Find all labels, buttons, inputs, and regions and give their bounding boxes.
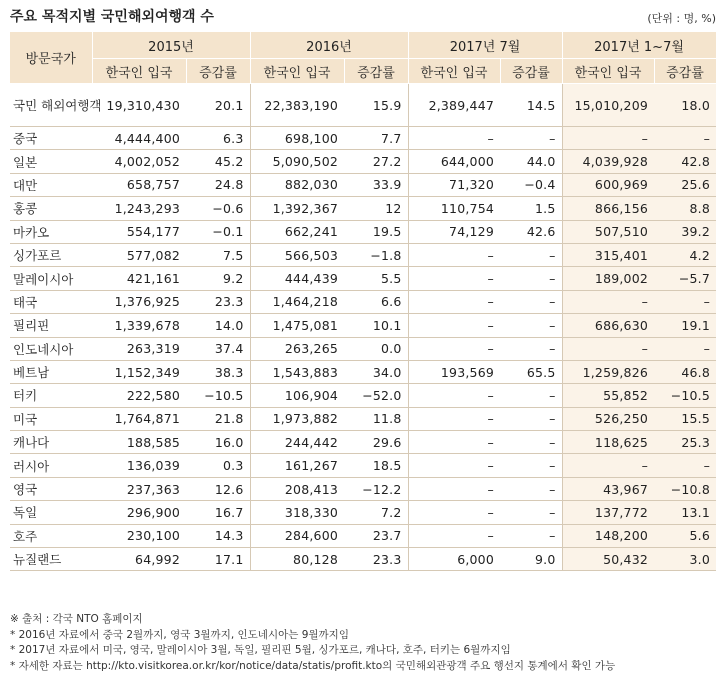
- arrivals-cell: 600,969: [562, 173, 654, 196]
- footnote: * 자세한 자료는 http://kto.visitkorea.or.kr/kor/notice/data/statis/profit.kto의 국민해외관광객 주요 행선지 통계에서 확인 가능: [10, 659, 616, 672]
- table-row: [10, 127, 716, 150]
- footnote: * 2016년 자료에서 중국 2월까지, 영국 3월까지, 인도네시아는 9월까지임: [10, 628, 349, 641]
- arrivals-cell: 71,320: [408, 173, 500, 196]
- arrivals-cell: –: [408, 454, 500, 477]
- growth-rate-cell: 8.8: [654, 197, 716, 220]
- table-row: [10, 197, 716, 220]
- arrivals-cell: 118,625: [562, 431, 654, 454]
- growth-rate-cell: −0.4: [500, 173, 562, 196]
- table-row: [10, 220, 716, 243]
- growth-rate-cell: −10.8: [654, 477, 716, 500]
- growth-rate-cell: –: [500, 477, 562, 500]
- arrivals-cell: 161,267: [250, 454, 344, 477]
- arrivals-cell: 315,401: [562, 243, 654, 266]
- growth-rate-cell: 5.6: [654, 524, 716, 547]
- arrivals-cell: 22,383,190: [250, 84, 344, 127]
- growth-rate-cell: –: [500, 243, 562, 266]
- growth-rate-cell: 14.5: [500, 84, 562, 127]
- growth-rate-cell: –: [654, 337, 716, 360]
- growth-rate-cell: 18.5: [344, 454, 408, 477]
- arrivals-cell: –: [408, 337, 500, 360]
- growth-rate-cell: 18.0: [654, 84, 716, 127]
- arrivals-cell: –: [562, 290, 654, 313]
- growth-rate-cell: –: [500, 314, 562, 337]
- arrivals-cell: –: [562, 127, 654, 150]
- arrivals-cell: 188,585: [92, 431, 186, 454]
- arrivals-cell: 507,510: [562, 220, 654, 243]
- arrivals-cell: –: [408, 384, 500, 407]
- table-row: [10, 150, 716, 173]
- arrivals-cell: 882,030: [250, 173, 344, 196]
- growth-rate-cell: 10.1: [344, 314, 408, 337]
- table-row: [10, 477, 716, 500]
- arrivals-cell: –: [408, 524, 500, 547]
- arrivals-cell: 554,177: [92, 220, 186, 243]
- growth-rate-cell: 6.6: [344, 290, 408, 313]
- growth-rate-cell: 42.6: [500, 220, 562, 243]
- table-row: [10, 290, 716, 313]
- header-period-2015: 2015년: [92, 32, 250, 59]
- arrivals-cell: 4,444,400: [92, 127, 186, 150]
- subheader-growth: 증감률: [186, 59, 250, 84]
- footnote-source: ※ 출처 : 각국 NTO 홈페이지: [10, 613, 143, 625]
- arrivals-cell: 1,464,218: [250, 290, 344, 313]
- arrivals-cell: 1,475,081: [250, 314, 344, 337]
- growth-rate-cell: 23.3: [344, 548, 408, 571]
- growth-rate-cell: 24.8: [186, 173, 250, 196]
- growth-rate-cell: 17.1: [186, 548, 250, 571]
- table-row: [10, 243, 716, 266]
- header-period-2016: 2016년: [250, 32, 408, 59]
- arrivals-cell: 148,200: [562, 524, 654, 547]
- growth-rate-cell: –: [500, 524, 562, 547]
- arrivals-cell: 80,128: [250, 548, 344, 571]
- country-name: 말레이시아: [10, 267, 92, 290]
- arrivals-cell: 444,439: [250, 267, 344, 290]
- growth-rate-cell: 15.5: [654, 407, 716, 430]
- country-name: 캐나다: [10, 431, 92, 454]
- subheader-growth: 증감률: [344, 59, 408, 84]
- table-row: [10, 314, 716, 337]
- country-name: 호주: [10, 524, 92, 547]
- country-name: 베트남: [10, 360, 92, 383]
- growth-rate-cell: –: [500, 501, 562, 524]
- growth-rate-cell: 14.0: [186, 314, 250, 337]
- growth-rate-cell: 37.4: [186, 337, 250, 360]
- arrivals-cell: 230,100: [92, 524, 186, 547]
- arrivals-cell: –: [562, 337, 654, 360]
- subheader-arrivals: 한국인 입국: [250, 59, 344, 84]
- subheader-arrivals: 한국인 입국: [562, 59, 654, 84]
- arrivals-cell: 208,413: [250, 477, 344, 500]
- country-name: 태국: [10, 290, 92, 313]
- growth-rate-cell: 9.0: [500, 548, 562, 571]
- arrivals-cell: –: [408, 267, 500, 290]
- subheader-growth: 증감률: [654, 59, 716, 84]
- arrivals-cell: 866,156: [562, 197, 654, 220]
- table-row: [10, 360, 716, 383]
- footnote: * 2017년 자료에서 미국, 영국, 말레이시아 3월, 독일, 필리핀 5월, 싱가포르, 캐나다, 호주, 터키는 6월까지임: [10, 644, 511, 656]
- arrivals-cell: –: [408, 477, 500, 500]
- unit-label: (단위 : 명, %): [647, 12, 716, 25]
- arrivals-cell: 263,265: [250, 337, 344, 360]
- growth-rate-cell: −10.5: [186, 384, 250, 407]
- growth-rate-cell: 11.8: [344, 407, 408, 430]
- arrivals-cell: 50,432: [562, 548, 654, 571]
- growth-rate-cell: 16.7: [186, 501, 250, 524]
- table-row: [10, 454, 716, 477]
- growth-rate-cell: 19.5: [344, 220, 408, 243]
- growth-rate-cell: 21.8: [186, 407, 250, 430]
- arrivals-cell: –: [408, 243, 500, 266]
- arrivals-cell: 1,376,925: [92, 290, 186, 313]
- arrivals-cell: 137,772: [562, 501, 654, 524]
- header-period-2017-01-07: 2017년 1~7월: [562, 32, 716, 59]
- growth-rate-cell: –: [500, 267, 562, 290]
- arrivals-cell: –: [408, 314, 500, 337]
- arrivals-cell: 296,900: [92, 501, 186, 524]
- growth-rate-cell: 23.7: [344, 524, 408, 547]
- arrivals-cell: 55,852: [562, 384, 654, 407]
- growth-rate-cell: −1.8: [344, 243, 408, 266]
- country-name: 홍콩: [10, 197, 92, 220]
- country-name: 미국: [10, 407, 92, 430]
- arrivals-cell: 222,580: [92, 384, 186, 407]
- growth-rate-cell: 14.3: [186, 524, 250, 547]
- table-row: [10, 501, 716, 524]
- arrivals-cell: 318,330: [250, 501, 344, 524]
- growth-rate-cell: –: [500, 290, 562, 313]
- country-name: 마카오: [10, 220, 92, 243]
- arrivals-cell: 263,319: [92, 337, 186, 360]
- table-row: [10, 548, 716, 571]
- growth-rate-cell: –: [654, 127, 716, 150]
- growth-rate-cell: 6.3: [186, 127, 250, 150]
- arrivals-cell: –: [562, 454, 654, 477]
- arrivals-cell: 136,039: [92, 454, 186, 477]
- country-name: 싱가포르: [10, 243, 92, 266]
- table-row: [10, 267, 716, 290]
- table-body: [10, 84, 716, 571]
- growth-rate-cell: −0.1: [186, 220, 250, 243]
- arrivals-cell: 5,090,502: [250, 150, 344, 173]
- growth-rate-cell: −5.7: [654, 267, 716, 290]
- growth-rate-cell: 44.0: [500, 150, 562, 173]
- arrivals-cell: 1,764,871: [92, 407, 186, 430]
- country-name: 인도네시아: [10, 337, 92, 360]
- growth-rate-cell: –: [500, 127, 562, 150]
- growth-rate-cell: 12.6: [186, 477, 250, 500]
- arrivals-cell: 1,243,293: [92, 197, 186, 220]
- growth-rate-cell: 4.2: [654, 243, 716, 266]
- arrivals-cell: –: [408, 501, 500, 524]
- country-name: 대만: [10, 173, 92, 196]
- growth-rate-cell: −10.5: [654, 384, 716, 407]
- growth-rate-cell: 42.8: [654, 150, 716, 173]
- growth-rate-cell: 33.9: [344, 173, 408, 196]
- growth-rate-cell: 9.2: [186, 267, 250, 290]
- arrivals-cell: 1,543,883: [250, 360, 344, 383]
- arrivals-cell: 15,010,209: [562, 84, 654, 127]
- growth-rate-cell: 3.0: [654, 548, 716, 571]
- arrivals-cell: –: [408, 407, 500, 430]
- arrivals-cell: 6,000: [408, 548, 500, 571]
- country-name: 영국: [10, 477, 92, 500]
- growth-rate-cell: 29.6: [344, 431, 408, 454]
- table-row: [10, 337, 716, 360]
- growth-rate-cell: –: [654, 290, 716, 313]
- arrivals-cell: 1,339,678: [92, 314, 186, 337]
- arrivals-cell: 19,310,430: [92, 84, 186, 127]
- country-name: 러시아: [10, 454, 92, 477]
- arrivals-cell: 106,904: [250, 384, 344, 407]
- growth-rate-cell: –: [500, 454, 562, 477]
- growth-rate-cell: 12: [344, 197, 408, 220]
- growth-rate-cell: –: [654, 454, 716, 477]
- growth-rate-cell: 46.8: [654, 360, 716, 383]
- growth-rate-cell: 16.0: [186, 431, 250, 454]
- growth-rate-cell: –: [500, 337, 562, 360]
- growth-rate-cell: 34.0: [344, 360, 408, 383]
- arrivals-cell: 4,002,052: [92, 150, 186, 173]
- growth-rate-cell: 0.0: [344, 337, 408, 360]
- country-name: 국민 해외여행객: [10, 84, 92, 127]
- arrivals-cell: 577,082: [92, 243, 186, 266]
- growth-rate-cell: –: [500, 407, 562, 430]
- growth-rate-cell: 19.1: [654, 314, 716, 337]
- page-title: 주요 목적지별 국민해외여행객 수: [10, 9, 214, 25]
- growth-rate-cell: 1.5: [500, 197, 562, 220]
- arrivals-cell: 421,161: [92, 267, 186, 290]
- table-row: [10, 407, 716, 430]
- country-name: 중국: [10, 127, 92, 150]
- growth-rate-cell: 27.2: [344, 150, 408, 173]
- arrivals-cell: 686,630: [562, 314, 654, 337]
- growth-rate-cell: 7.2: [344, 501, 408, 524]
- growth-rate-cell: 25.3: [654, 431, 716, 454]
- table-row: [10, 173, 716, 196]
- country-name: 일본: [10, 150, 92, 173]
- arrivals-cell: 1,259,826: [562, 360, 654, 383]
- arrivals-cell: 74,129: [408, 220, 500, 243]
- growth-rate-cell: 13.1: [654, 501, 716, 524]
- subheader-arrivals: 한국인 입국: [92, 59, 186, 84]
- growth-rate-cell: 65.5: [500, 360, 562, 383]
- table-row: [10, 431, 716, 454]
- arrivals-cell: 566,503: [250, 243, 344, 266]
- growth-rate-cell: 20.1: [186, 84, 250, 127]
- arrivals-cell: –: [408, 290, 500, 313]
- arrivals-cell: 237,363: [92, 477, 186, 500]
- arrivals-cell: –: [408, 127, 500, 150]
- table-row: [10, 84, 716, 127]
- growth-rate-cell: 38.3: [186, 360, 250, 383]
- country-name: 뉴질랜드: [10, 548, 92, 571]
- growth-rate-cell: −0.6: [186, 197, 250, 220]
- subheader-arrivals: 한국인 입국: [408, 59, 500, 84]
- arrivals-cell: 1,392,367: [250, 197, 344, 220]
- growth-rate-cell: −52.0: [344, 384, 408, 407]
- growth-rate-cell: 7.7: [344, 127, 408, 150]
- arrivals-cell: 43,967: [562, 477, 654, 500]
- country-name: 독일: [10, 501, 92, 524]
- growth-rate-cell: 25.6: [654, 173, 716, 196]
- statistics-table: [10, 32, 717, 571]
- arrivals-cell: 193,569: [408, 360, 500, 383]
- table-row: [10, 524, 716, 547]
- growth-rate-cell: 45.2: [186, 150, 250, 173]
- growth-rate-cell: 5.5: [344, 267, 408, 290]
- arrivals-cell: 644,000: [408, 150, 500, 173]
- growth-rate-cell: –: [500, 384, 562, 407]
- arrivals-cell: 1,973,882: [250, 407, 344, 430]
- arrivals-cell: 2,389,447: [408, 84, 500, 127]
- growth-rate-cell: 7.5: [186, 243, 250, 266]
- header-period-2017-07: 2017년 7월: [408, 32, 562, 59]
- statistics-table-wrapper: [10, 32, 716, 571]
- country-name: 필리핀: [10, 314, 92, 337]
- header-country: 방문국가: [10, 32, 92, 84]
- arrivals-cell: 662,241: [250, 220, 344, 243]
- arrivals-cell: 110,754: [408, 197, 500, 220]
- arrivals-cell: –: [408, 431, 500, 454]
- arrivals-cell: 244,442: [250, 431, 344, 454]
- arrivals-cell: 698,100: [250, 127, 344, 150]
- arrivals-cell: 189,002: [562, 267, 654, 290]
- footnotes: [10, 612, 615, 674]
- subheader-growth: 증감률: [500, 59, 562, 84]
- growth-rate-cell: 39.2: [654, 220, 716, 243]
- table-row: [10, 384, 716, 407]
- arrivals-cell: 284,600: [250, 524, 344, 547]
- growth-rate-cell: –: [500, 431, 562, 454]
- growth-rate-cell: −12.2: [344, 477, 408, 500]
- arrivals-cell: 658,757: [92, 173, 186, 196]
- arrivals-cell: 526,250: [562, 407, 654, 430]
- growth-rate-cell: 0.3: [186, 454, 250, 477]
- arrivals-cell: 1,152,349: [92, 360, 186, 383]
- growth-rate-cell: 23.3: [186, 290, 250, 313]
- arrivals-cell: 4,039,928: [562, 150, 654, 173]
- growth-rate-cell: 15.9: [344, 84, 408, 127]
- country-name: 터키: [10, 384, 92, 407]
- arrivals-cell: 64,992: [92, 548, 186, 571]
